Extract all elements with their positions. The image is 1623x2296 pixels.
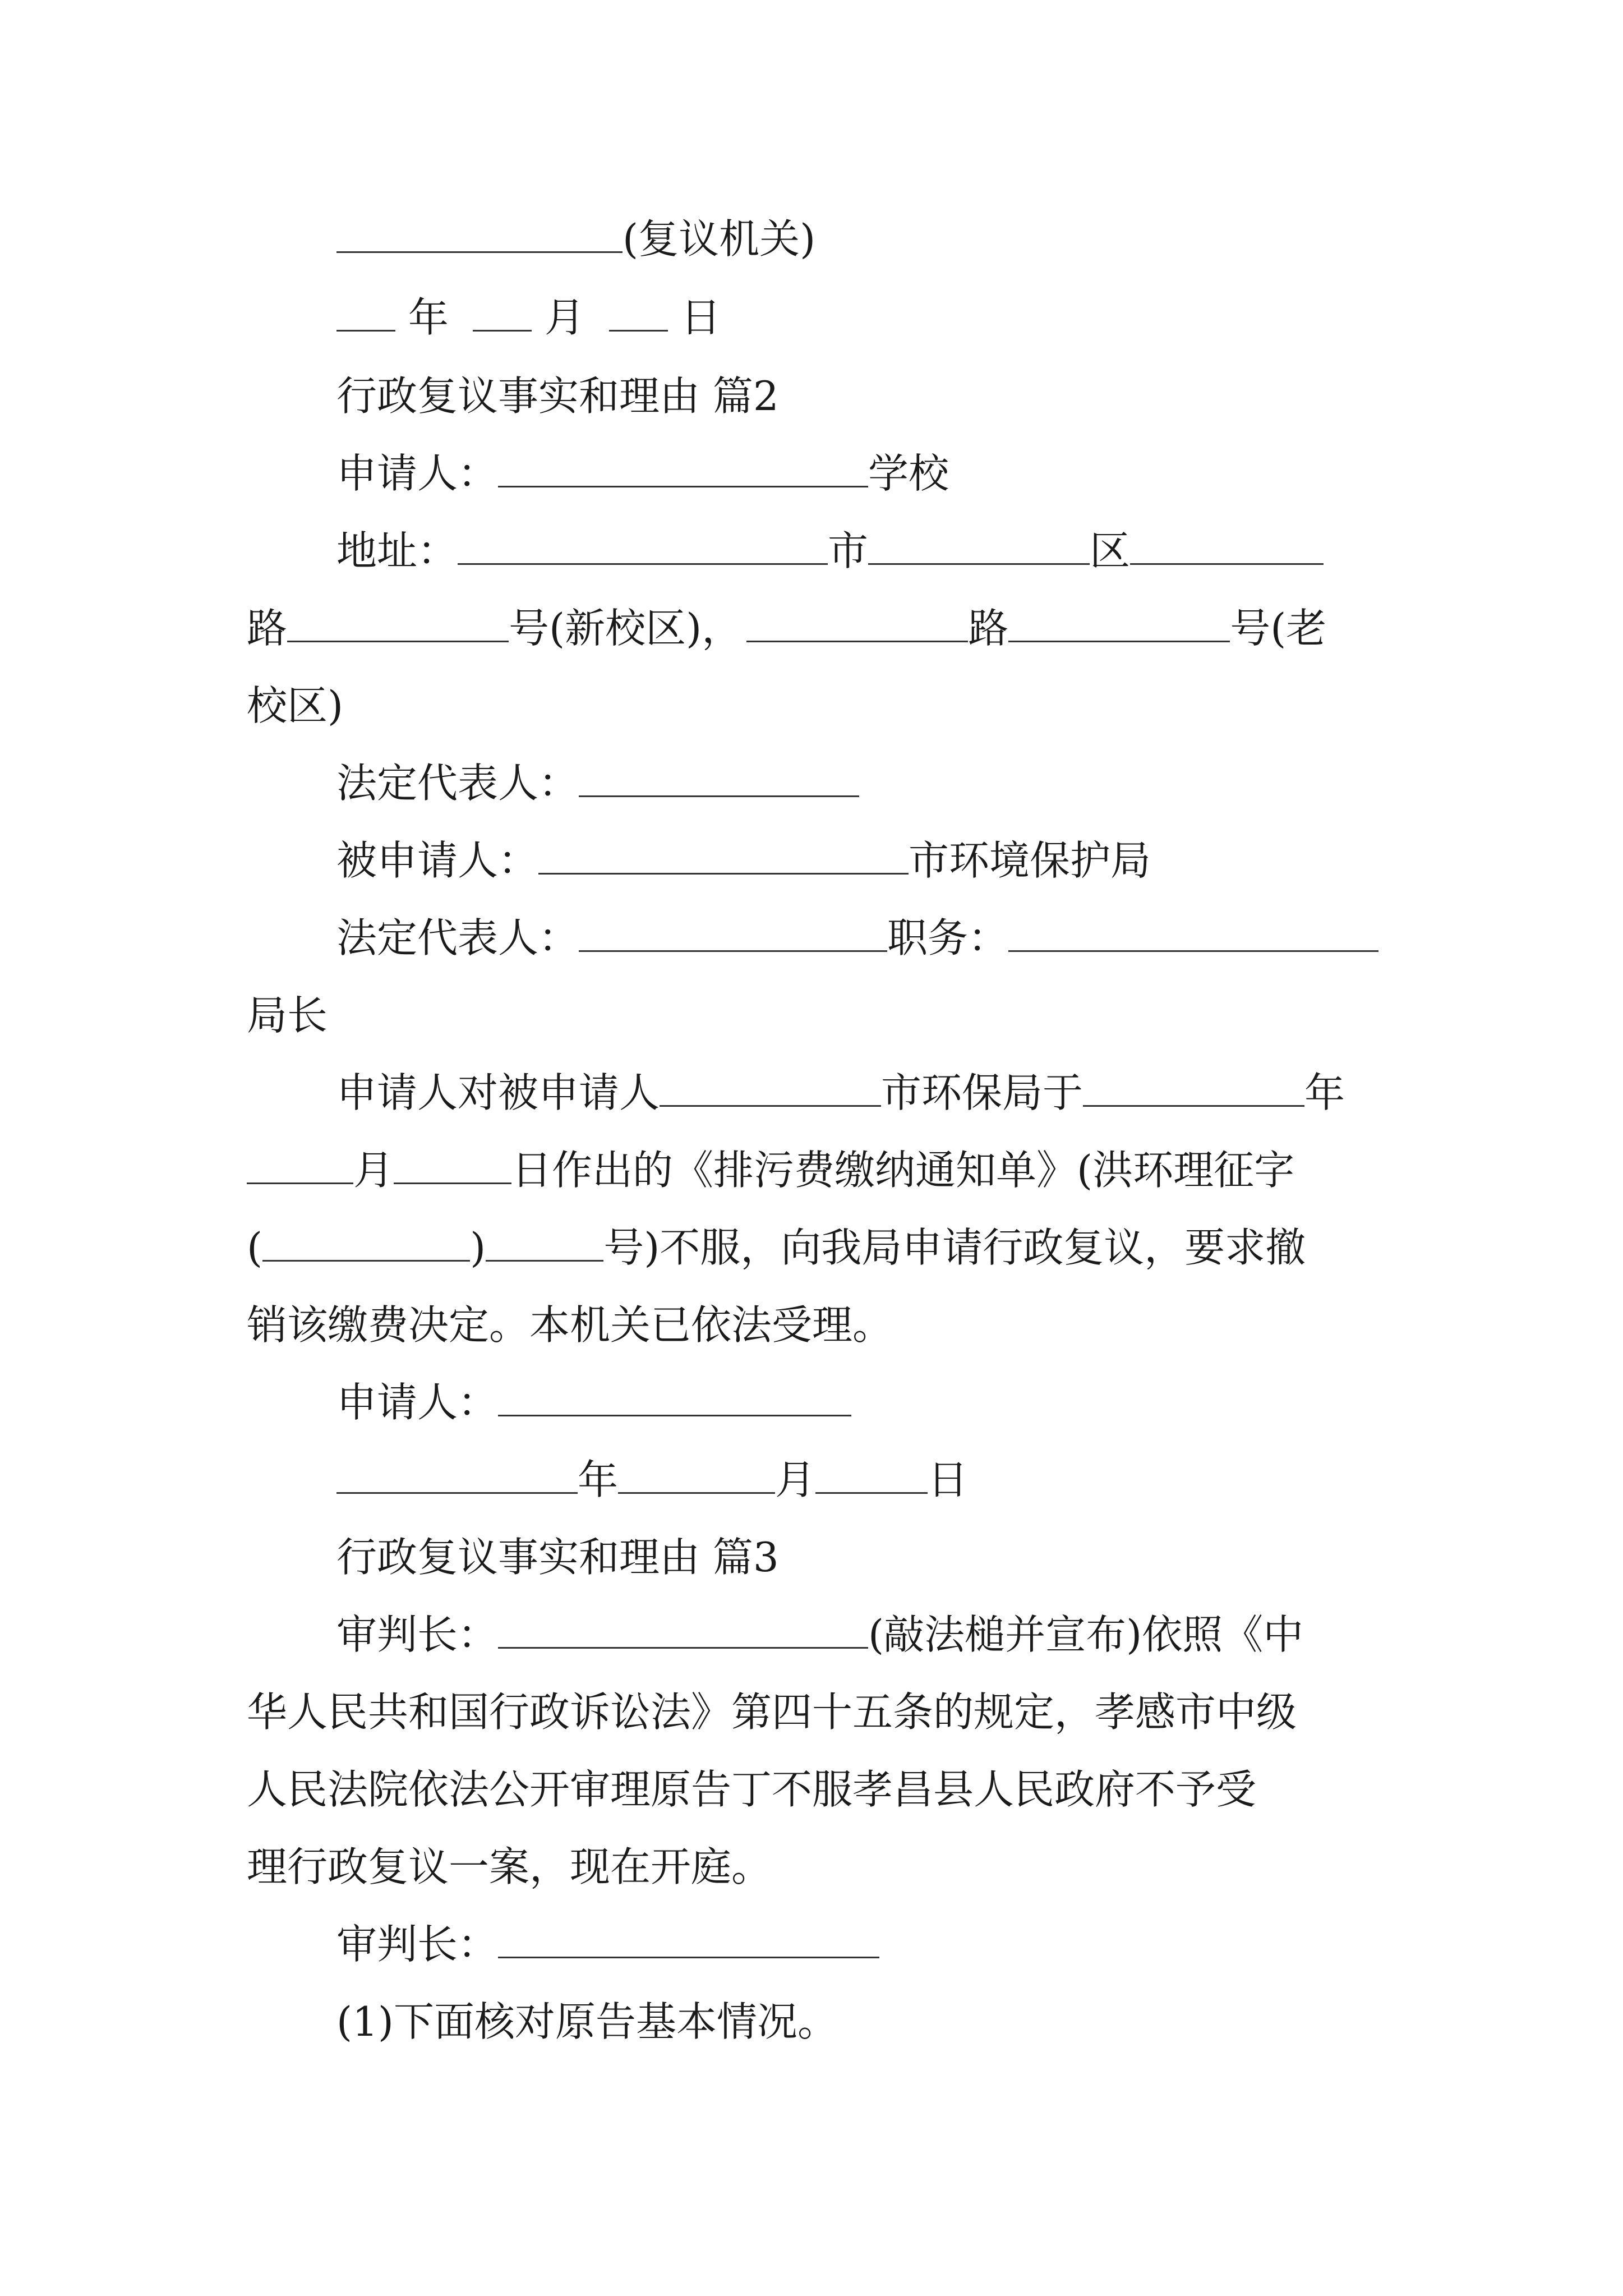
judge-label-2: 审判长： (336, 1921, 499, 1968)
address-blank-2 (868, 524, 1090, 565)
applicant-blank (498, 447, 868, 487)
authority-label: (复议机关) (623, 215, 816, 263)
doc-number-blank-2 (486, 1221, 603, 1262)
month-label: 月 (544, 294, 585, 341)
body-text-a: 申请人对被申请人 (336, 1069, 660, 1116)
body-line-3 (247, 1221, 1385, 1274)
address-blank-3 (1130, 524, 1324, 565)
day-label-3: 日 (928, 1456, 969, 1503)
judge-blank-2 (498, 1917, 879, 1958)
section-heading-3: 行政复议事实和理由 篇3 (336, 1534, 779, 1581)
respondent-rep-label: 法定代表人： (336, 914, 579, 961)
body-text-c: 年 (1304, 1069, 1345, 1116)
year-label: 年 (408, 294, 449, 341)
applicant-line (247, 447, 1385, 500)
applicant-sign-blank (498, 1375, 851, 1416)
day-blank-2 (394, 1143, 511, 1184)
paren-close: ) (470, 1224, 486, 1271)
applicant-sign-label: 申请人： (336, 1379, 499, 1426)
respondent-rep-blank (579, 911, 887, 952)
body-blank-1 (660, 1066, 881, 1107)
judge-line-2 (247, 1917, 1385, 1971)
objection-text: 号)不服，向我局申请行政复议，要求撤 (603, 1224, 1306, 1271)
month-blank (473, 291, 532, 332)
month-label-3: 月 (775, 1456, 816, 1503)
legal-rep-line (247, 756, 1385, 810)
body-blank-2 (1083, 1066, 1304, 1107)
month-blank-3 (618, 1453, 775, 1494)
judge-statement: (敲法槌并宣布)依照《中 (868, 1611, 1304, 1658)
position-label: 职务： (887, 914, 1009, 961)
respondent-line (247, 834, 1385, 887)
respondent-suffix: 市环境保护局 (909, 837, 1151, 884)
legal-rep-label: 法定代表人： (336, 760, 579, 807)
respondent-rep-line (247, 911, 1385, 965)
respondent-blank (538, 834, 909, 875)
road-blank-2 (746, 601, 968, 642)
verify-plaintiff-line: (1)下面核对原告基本情况。 (336, 1998, 838, 2045)
year-blank (336, 291, 395, 332)
court-text-2: 人民法院依法公开审理原告丁不服孝昌县人民政府不予受 (247, 1766, 1257, 1813)
section-heading-2: 行政复议事实和理由 篇2 (336, 372, 779, 420)
paren-open: ( (247, 1224, 263, 1271)
body-line-1 (247, 1066, 1385, 1120)
respondent-label: 被申请人： (336, 837, 539, 884)
district-label: 区 (1090, 527, 1131, 574)
judge-label: 审判长： (336, 1611, 499, 1658)
court-text-3: 理行政复议一案，现在开庭。 (247, 1843, 772, 1890)
road-label-1: 路 (247, 605, 288, 652)
applicant-suffix: 学校 (868, 450, 949, 497)
day-label: 日 (680, 294, 721, 341)
day-blank-3 (815, 1453, 928, 1494)
date-line-2 (247, 1453, 1385, 1507)
year-blank-2 (336, 1453, 578, 1494)
authority-blank (336, 212, 623, 253)
applicant-sign-line (247, 1375, 1385, 1429)
number-new-campus: 号(新校区)， (509, 605, 743, 652)
address-label: 地址： (336, 527, 458, 574)
number-old-campus: 号(老 (1230, 605, 1327, 652)
reviewing-authority-line (247, 212, 1385, 266)
judge-blank (498, 1608, 868, 1649)
court-text-1: 华人民共和国行政诉讼法》第四十五条的规定，孝感市中级 (247, 1688, 1297, 1736)
body-line-2 (247, 1143, 1385, 1197)
month-label-2: 月 (353, 1147, 394, 1194)
body-line-4: 销该缴费决定。本机关已依法受理。 (247, 1301, 893, 1349)
position-value: 局长 (247, 992, 328, 1039)
applicant-label: 申请人： (336, 450, 499, 497)
road-blank-1 (287, 601, 509, 642)
address-line (247, 524, 1385, 578)
city-label: 市 (828, 527, 869, 574)
body-text-b: 市环保局于 (881, 1069, 1083, 1116)
address-line-3: 校区) (247, 682, 344, 729)
date-line-1 (247, 291, 1385, 344)
road-blank-3 (1008, 601, 1230, 642)
position-blank (1008, 911, 1378, 952)
address-line-2 (247, 601, 1385, 655)
doc-number-blank-1 (262, 1221, 470, 1262)
road-label-2: 路 (968, 605, 1009, 652)
notice-text: 日作出的《排污费缴纳通知单》(洪环理征字 (511, 1147, 1295, 1194)
day-blank (609, 291, 668, 332)
address-blank-1 (458, 524, 828, 565)
judge-line (247, 1608, 1385, 1662)
month-blank-2 (247, 1143, 353, 1184)
year-label-2: 年 (578, 1456, 619, 1503)
legal-rep-blank (579, 756, 859, 797)
